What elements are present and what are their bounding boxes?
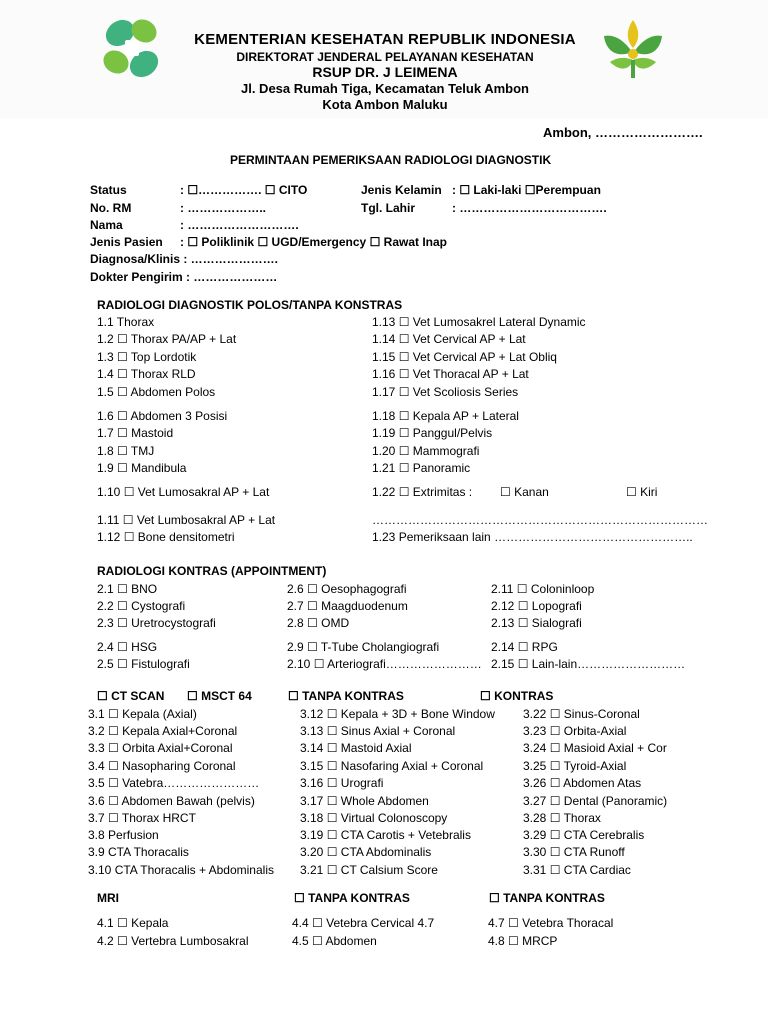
list-item[interactable]: 2.1 ☐ BNO — [97, 582, 158, 596]
form-title: PERMINTAAN PEMERIKSAAN RADIOLOGI DIAGNOSTIK — [230, 153, 552, 167]
kanan-option[interactable]: ☐ Kanan — [500, 485, 549, 499]
list-item[interactable]: 2.5 ☐ Fistulografi — [97, 657, 190, 671]
list-item[interactable]: 4.1 ☐ Kepala — [97, 916, 169, 930]
list-item[interactable]: 1.22 ☐ Extrimitas : — [372, 485, 473, 499]
list-item[interactable]: 3.29 ☐ CTA Cerebralis — [523, 828, 645, 842]
jenis-kelamin-label: Jenis Kelamin — [361, 183, 442, 197]
tgl-lahir-field[interactable]: : ………………………………. — [452, 201, 607, 215]
list-item[interactable]: 1.17 ☐ Vet Scoliosis Series — [372, 385, 519, 399]
list-item[interactable]: 3.24 ☐ Masioid Axial + Cor — [523, 741, 667, 755]
list-item[interactable]: 1.6 ☐ Abdomen 3 Posisi — [97, 409, 228, 423]
list-item[interactable]: 1.9 ☐ Mandibula — [97, 461, 187, 475]
kontras-checkbox[interactable]: ☐ KONTRAS — [480, 689, 554, 703]
list-item[interactable]: 2.8 ☐ OMD — [287, 616, 350, 630]
list-item[interactable]: 2.13 ☐ Sialografi — [491, 616, 582, 630]
norm-field[interactable]: : ……………….. — [180, 201, 266, 215]
list-item[interactable]: 3.26 ☐ Abdomen Atas — [523, 776, 642, 790]
list-item[interactable]: 3.16 ☐ Urografi — [300, 776, 384, 790]
list-item: 1.1 Thorax — [97, 315, 155, 329]
list-item[interactable]: 3.1 ☐ Kepala (Axial) — [88, 707, 197, 721]
list-item: 3.10 CTA Thoracalis + Abdominalis — [88, 863, 274, 877]
section1-title: RADIOLOGI DIAGNOSTIK POLOS/TANPA KONSTRAS — [97, 298, 403, 312]
list-item[interactable]: 3.7 ☐ Thorax HRCT — [88, 811, 196, 825]
status-field[interactable]: : ☐……………. ☐ CITO — [180, 183, 308, 197]
list-item[interactable]: 4.7 ☐ Vetebra Thoracal — [488, 916, 614, 930]
list-item[interactable]: 3.13 ☐ Sinus Axial + Coronal — [300, 724, 456, 738]
list-item[interactable]: 1.11 ☐ Vet Lumbosakral AP + Lat — [97, 513, 276, 527]
list-item[interactable]: 3.3 ☐ Orbita Axial+Coronal — [88, 741, 233, 755]
ct-scan-checkbox[interactable]: ☐ CT SCAN — [97, 689, 165, 703]
list-item[interactable]: 1.23 Pemeriksaan lain ………………………………………….. — [372, 530, 693, 544]
header-ministry: KEMENTERIAN KESEHATAN REPUBLIK INDONESIA — [194, 31, 576, 48]
list-item[interactable]: 4.4 ☐ Vetebra Cervical 4.7 — [292, 916, 435, 930]
list-item[interactable]: 1.5 ☐ Abdomen Polos — [97, 385, 216, 399]
header-directorate: DIREKTORAT JENDERAL PELAYANAN KESEHATAN — [236, 50, 534, 64]
list-item[interactable]: 1.13 ☐ Vet Lumosakrel Lateral Dynamic — [372, 315, 586, 329]
list-item[interactable]: 2.4 ☐ HSG — [97, 640, 158, 654]
list-item[interactable]: 4.8 ☐ MRCP — [488, 934, 558, 948]
list-item[interactable]: 3.17 ☐ Whole Abdomen — [300, 794, 429, 808]
list-item[interactable]: 1.16 ☐ Vet Thoracal AP + Lat — [372, 367, 529, 381]
list-item[interactable]: 1.15 ☐ Vet Cervical AP + Lat Obliq — [372, 350, 557, 364]
list-item[interactable]: 3.22 ☐ Sinus-Coronal — [523, 707, 640, 721]
jenis-pasien-label: Jenis Pasien — [90, 235, 163, 249]
list-item[interactable]: 1.18 ☐ Kepala AP + Lateral — [372, 409, 519, 423]
dokter-field[interactable]: Dokter Pengirim : ………………… — [90, 270, 278, 284]
place-date-line: Ambon, ……………………. — [543, 125, 703, 140]
list-item: 3.9 CTA Thoracalis — [88, 845, 189, 859]
list-item[interactable]: 1.4 ☐ Thorax RLD — [97, 367, 196, 381]
list-item[interactable]: 1.12 ☐ Bone densitometri — [97, 530, 235, 544]
norm-label: No. RM — [90, 201, 132, 215]
list-item[interactable]: 3.18 ☐ Virtual Colonoscopy — [300, 811, 448, 825]
mri-tanpa-kontras-checkbox[interactable]: ☐ TANPA KONTRAS — [294, 891, 410, 905]
diagnosa-field[interactable]: Diagnosa/Klinis : …………………. — [90, 252, 279, 266]
list-item: 3.8 Perfusion — [88, 828, 159, 842]
list-item[interactable]: 2.12 ☐ Lopografi — [491, 599, 582, 613]
list-item[interactable]: 1.2 ☐ Thorax PA/AP + Lat — [97, 332, 237, 346]
list-item[interactable]: 3.28 ☐ Thorax — [523, 811, 601, 825]
header-hospital-name: RSUP DR. J LEIMENA — [312, 64, 458, 80]
list-item[interactable]: 3.19 ☐ CTA Carotis + Vetebralis — [300, 828, 471, 842]
list-item[interactable]: 3.14 ☐ Mastoid Axial — [300, 741, 412, 755]
list-item[interactable]: 1.19 ☐ Panggul/Pelvis — [372, 426, 493, 440]
jenis-pasien-field[interactable]: : ☐ Poliklinik ☐ UGD/Emergency ☐ Rawat Inap — [180, 235, 447, 249]
status-label: Status — [90, 183, 127, 197]
tgl-lahir-label: Tgl. Lahir — [361, 201, 415, 215]
list-item[interactable]: 2.15 ☐ Lain-lain……………………… — [491, 657, 686, 671]
list-item[interactable]: 2.2 ☐ Cystografi — [97, 599, 186, 613]
list-item[interactable]: 3.25 ☐ Tyroid-Axial — [523, 759, 627, 773]
list-item[interactable]: 1.8 ☐ TMJ — [97, 444, 155, 458]
list-item[interactable]: 3.30 ☐ CTA Runoff — [523, 845, 625, 859]
list-item[interactable]: 3.21 ☐ CT Calsium Score — [300, 863, 438, 877]
list-item[interactable]: 3.4 ☐ Nasopharing Coronal — [88, 759, 236, 773]
list-item[interactable]: 3.2 ☐ Kepala Axial+Coronal — [88, 724, 238, 738]
nama-label: Nama — [90, 218, 123, 232]
list-item[interactable]: 1.14 ☐ Vet Cervical AP + Lat — [372, 332, 526, 346]
list-item[interactable]: 1.20 ☐ Mammografi — [372, 444, 480, 458]
list-item[interactable]: 2.7 ☐ Maagduodenum — [287, 599, 408, 613]
kiri-option[interactable]: ☐ Kiri — [626, 485, 658, 499]
list-item[interactable]: 1.21 ☐ Panoramic — [372, 461, 471, 475]
jenis-kelamin-field[interactable]: : ☐ Laki-laki ☐Perempuan — [452, 183, 601, 197]
tanpa-kontras-checkbox[interactable]: ☐ TANPA KONTRAS — [288, 689, 404, 703]
list-item[interactable]: 2.11 ☐ Coloninloop — [491, 582, 595, 596]
nama-field[interactable]: : ………………………. — [180, 218, 299, 232]
list-item[interactable]: 4.2 ☐ Vertebra Lumbosakral — [97, 934, 249, 948]
header-city: Kota Ambon Maluku — [322, 97, 448, 112]
msct64-checkbox[interactable]: ☐ MSCT 64 — [187, 689, 252, 703]
list-item[interactable]: 2.6 ☐ Oesophagografi — [287, 582, 407, 596]
list-item[interactable]: 3.15 ☐ Nasofaring Axial + Coronal — [300, 759, 484, 773]
list-item[interactable]: 3.5 ☐ Vatebra…………………… — [88, 776, 260, 790]
list-item[interactable]: 3.27 ☐ Dental (Panoramic) — [523, 794, 668, 808]
list-item[interactable]: 1.3 ☐ Top Lordotik — [97, 350, 197, 364]
list-item[interactable]: 3.6 ☐ Abdomen Bawah (pelvis) — [88, 794, 255, 808]
list-item[interactable]: 2.14 ☐ RPG — [491, 640, 558, 654]
header-address: Jl. Desa Rumah Tiga, Kecamatan Teluk Ambon — [240, 81, 529, 96]
list-item[interactable]: 2.9 ☐ T-Tube Cholangiografi — [287, 640, 440, 654]
mri-tanpa-kontras-2-checkbox[interactable]: ☐ TANPA KONTRAS — [489, 891, 605, 905]
list-item[interactable]: 3.23 ☐ Orbita-Axial — [523, 724, 627, 738]
list-item[interactable]: 3.12 ☐ Kepala + 3D + Bone Window — [300, 707, 495, 721]
mri-heading: MRI — [97, 891, 119, 905]
list-item[interactable]: 3.20 ☐ CTA Abdominalis — [300, 845, 432, 859]
extremity-fill-line[interactable]: ………………………………………………………………………… — [372, 513, 708, 527]
list-item[interactable]: 2.10 ☐ Arteriografi…………………… — [287, 657, 482, 671]
list-item[interactable]: 3.31 ☐ CTA Cardiac — [523, 863, 631, 877]
list-item[interactable]: 4.5 ☐ Abdomen — [292, 934, 377, 948]
list-item[interactable]: 1.7 ☐ Mastoid — [97, 426, 174, 440]
list-item[interactable]: 1.10 ☐ Vet Lumosakral AP + Lat — [97, 485, 270, 499]
section2-title: RADIOLOGI KONTRAS (APPOINTMENT) — [97, 564, 327, 578]
list-item[interactable]: 2.3 ☐ Uretrocystografi — [97, 616, 216, 630]
